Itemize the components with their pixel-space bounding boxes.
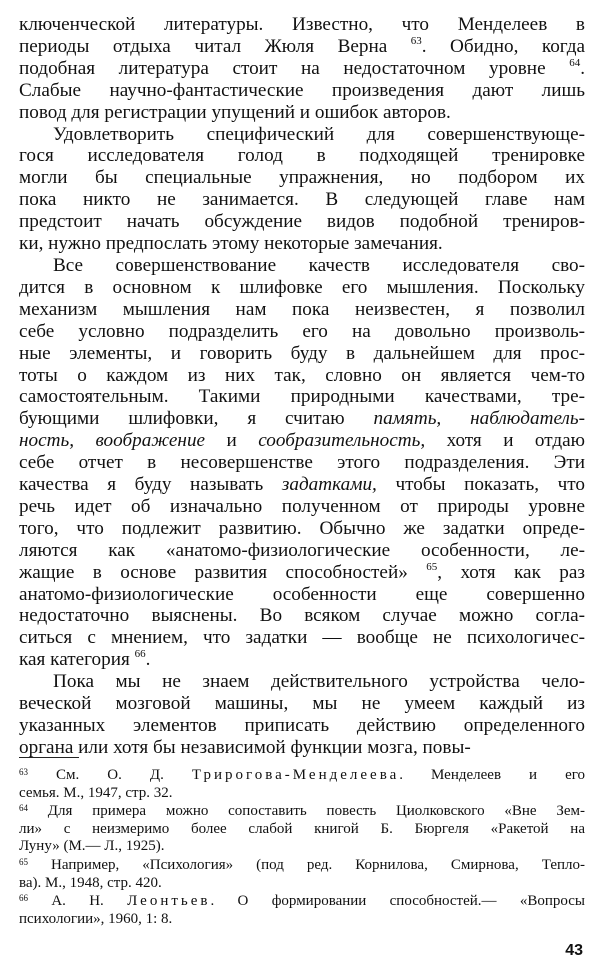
text-line (19, 649, 585, 671)
footnote (19, 803, 585, 856)
text-run: ситься с мнением, что задатки — вообще не психологичес- (19, 627, 585, 649)
text-run: предстоит начать обсуждение видов подобной трениров- (19, 211, 585, 233)
text-line (19, 474, 585, 496)
footnote-line (19, 767, 585, 785)
text-run: органа или хотя бы независимой функции мозга, повы- (19, 736, 471, 758)
main-text (19, 14, 585, 759)
text-run: механизм мышления нам пока неизвестен, я позволил (19, 298, 585, 320)
text-run: психологии», 1960, 1: 8. (19, 910, 173, 927)
text-run: ключенческой литературы. Известно, что Менделеев в (19, 14, 585, 35)
text-line (19, 584, 585, 606)
text-line (19, 693, 585, 715)
footnote-line (19, 821, 585, 839)
footnote-line (19, 893, 585, 911)
text-run: семья. М., 1947, стр. 32. (19, 784, 173, 801)
text-run: качества я буду называть (19, 474, 282, 496)
text-run: самостоятельным. Такими природными качествами, тре- (19, 386, 585, 408)
text-line (19, 233, 585, 255)
text-run: ляются как «анатомо-физиологические особенности, ле- (19, 539, 585, 561)
text-run: пока никто не занимается. В следующей главе нам (19, 189, 585, 211)
text-line (19, 211, 585, 233)
paragraph (19, 671, 585, 759)
text-run: А. Н. (51, 893, 128, 910)
text-run: Луну» (М.— Л., 1925). (19, 838, 165, 855)
text-line (19, 518, 585, 540)
text-line (19, 452, 585, 474)
footnotes (19, 767, 585, 929)
paragraph (19, 14, 585, 124)
text-run: могли бы специальные упражнения, но подбором их (19, 167, 585, 189)
text-run: Пока мы не знаем действительного устройства чело- (53, 671, 585, 693)
text-run: кая категория (19, 649, 135, 671)
text-run: , хотя как раз (437, 561, 585, 583)
text-run: себе отчет в несовершенстве этого подразделения. Эти (19, 452, 585, 474)
text-run: . (145, 649, 151, 671)
footnote-line (19, 838, 585, 856)
text-run: ва). М., 1948, стр. 420. (19, 874, 162, 891)
footnote-ref: 66 (134, 649, 146, 661)
text-line (19, 167, 585, 189)
text-run: и (205, 430, 259, 452)
footnote-number: 65 (19, 856, 28, 867)
text-run: себе условно подразделить его на довольно произволь- (19, 320, 585, 342)
italic-term: память, наблюдатель- (373, 408, 585, 430)
text-run: ные элементы, и говорить буду в дальнейшем для прос- (19, 342, 585, 364)
text-line (19, 80, 585, 102)
text-line (19, 124, 585, 146)
text-run: Например, «Психология» (под ред. Корнилова, Смирнова, Тепло- (51, 856, 585, 873)
text-run: . Менделеев и его (399, 767, 585, 783)
text-line (19, 496, 585, 518)
paragraph (19, 124, 585, 255)
text-run: речь идет об изначально полученном от природы уровне (19, 495, 585, 517)
text-run: Удовлетворить специфический для совершенствующе- (53, 123, 585, 145)
text-run: периоды отдыха читал Жюля Верна (19, 35, 411, 57)
text-run: анатомо-физиологические особенности еще совершенно (19, 583, 585, 605)
text-line (19, 277, 585, 299)
text-run: ки, нужно предпослать этому некоторые замечания. (19, 233, 443, 255)
footnote-number: 63 (19, 767, 28, 777)
text-line (19, 627, 585, 649)
text-run: подобная литература стоит на недостаточном уровне (19, 57, 570, 79)
text-run: того, что подлежит развитию. Обычно же задатки опреде- (19, 517, 585, 539)
text-run: Слабые научно-фантастические произведения дают лишь (19, 79, 585, 101)
footnote-line (19, 785, 585, 803)
footnote-line (19, 803, 585, 821)
text-line (19, 36, 585, 58)
text-run: См. О. Д. (56, 767, 192, 783)
text-line (19, 145, 585, 167)
text-run: Все совершенствование качеств исследователя сво- (53, 254, 585, 276)
footnote-line (19, 857, 585, 875)
italic-term: сообразительность, (258, 430, 426, 452)
text-run: ли» с неизмеримо более слабой книгой Б. Бюргеля «Ракетой на (19, 820, 585, 837)
text-line (19, 343, 585, 365)
text-run: дится в основном к шлифовке его мышления. Поскольку (19, 276, 585, 298)
text-line (19, 540, 585, 562)
footnote (19, 893, 585, 928)
text-line (19, 189, 585, 211)
footnote-line (19, 911, 585, 929)
text-run: повод для регистрации упущений и ошибок авторов. (19, 101, 451, 123)
text-run: указанных элементов приписать действию определенного (19, 715, 585, 736)
text-line (19, 255, 585, 277)
italic-term: ность, воображение (19, 430, 206, 452)
text-run: . Обидно, когда (421, 35, 585, 57)
text-run: жащие в основе развития способностей» (19, 561, 427, 583)
text-line (19, 386, 585, 408)
footnote-number: 64 (19, 803, 28, 814)
text-run: . (580, 57, 585, 79)
paragraph (19, 255, 585, 671)
italic-term: задатками, (281, 474, 377, 496)
text-line (19, 14, 585, 36)
text-run: веческой мозговой машины, мы не умеем каждый из (19, 693, 585, 715)
footnote-ref: 65 (426, 561, 438, 573)
text-line (19, 671, 585, 693)
text-line (19, 408, 585, 430)
text-run: гося исследователя голод в подходящей тренировке (19, 145, 585, 167)
footnote-line (19, 875, 585, 893)
text-run: . О формировании способностей.— «Вопросы (210, 893, 585, 910)
text-line (19, 58, 585, 80)
text-line (19, 737, 585, 759)
text-line (19, 605, 585, 627)
text-run: чтобы показать, что (376, 474, 585, 496)
text-line (19, 102, 585, 124)
footnote-separator (19, 757, 79, 758)
text-run: недостаточно выяснены. Во всяком случае можно согла- (19, 605, 585, 627)
text-line (19, 321, 585, 343)
author-name: Леонтьев (127, 893, 211, 910)
text-run: тоты о каждом из них так, словно он является чем-то (19, 364, 585, 386)
footnote (19, 767, 585, 802)
footnote-number: 66 (19, 893, 28, 904)
text-run: Для примера можно сопоставить повесть Циолковского «Вне Зем- (47, 803, 585, 820)
footnote-ref: 64 (569, 57, 581, 69)
text-line (19, 715, 585, 737)
footnote-ref: 63 (410, 35, 422, 47)
text-line (19, 365, 585, 387)
text-line (19, 430, 585, 452)
text-line (19, 562, 585, 584)
text-run: бующими шлифовки, я считаю (19, 408, 374, 430)
text-line (19, 299, 585, 321)
text-run: хотя и отдаю (425, 430, 585, 452)
page-number: 43 (565, 942, 583, 959)
author-name: Трирогова-Менделеева (191, 767, 400, 783)
footnote (19, 857, 585, 892)
